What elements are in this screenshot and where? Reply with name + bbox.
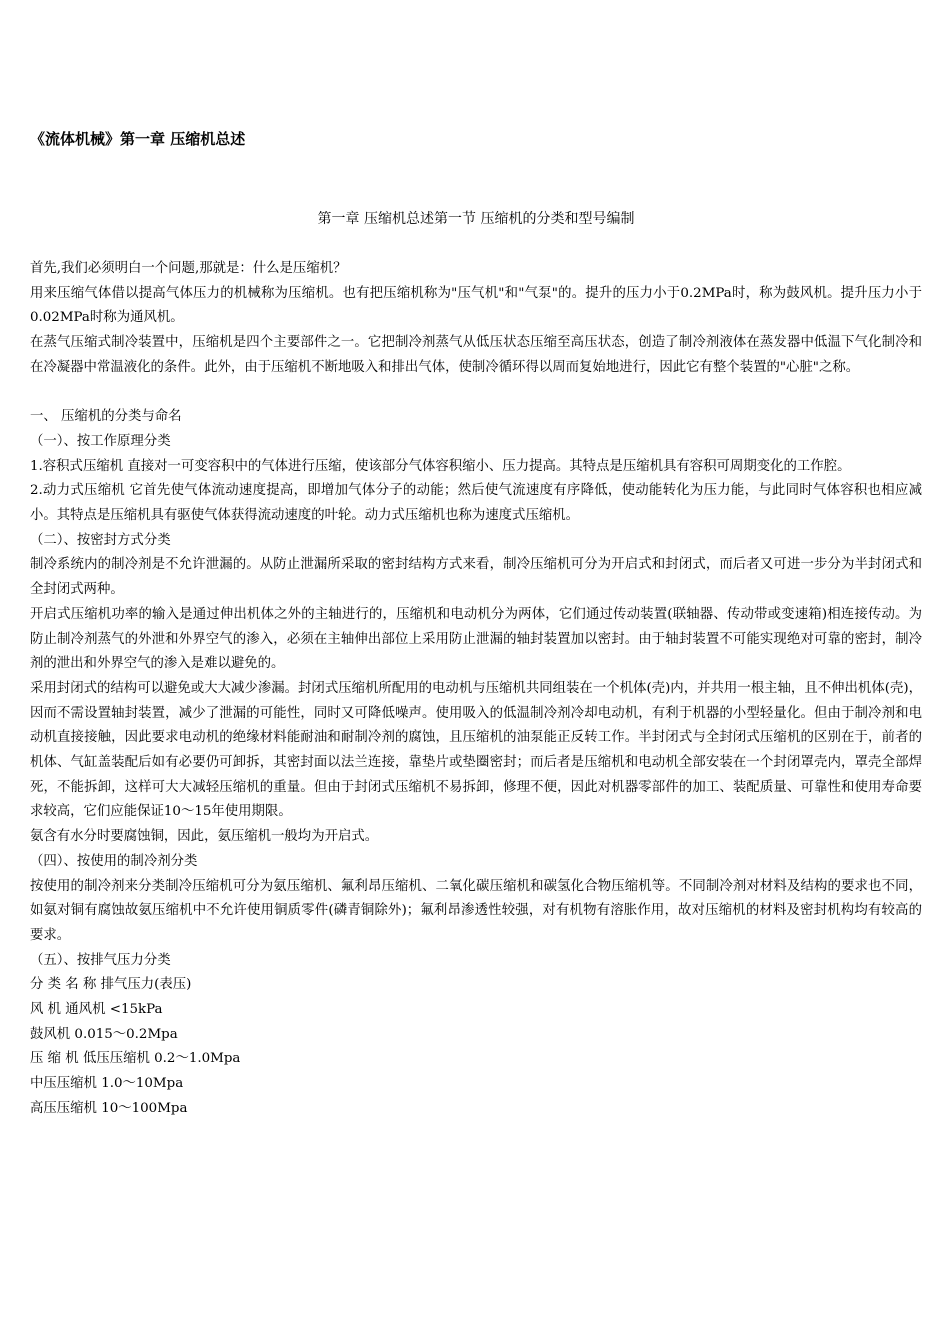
paragraph-refrigeration-role: 在蒸气压缩式制冷装置中，压缩机是四个主要部件之一。它把制冷剂蒸气从低压状态压缩至高压状态，创造了制冷剂液体在蒸发器中低温下气化制冷和在冷凝器中常温液化的条件。此外，由于压缩机不断地吸入和排出气体，使制冷循环得以周而复始地进行，因此它有整个装置的"心脏"之称。: [30, 335, 922, 375]
document-title: 《流体机械》第一章 压缩机总述: [30, 130, 246, 148]
blank-line: [30, 381, 922, 406]
pressure-row-low-pressure: 压 缩 机 低压压缩机 0.2～1.0Mpa: [30, 1051, 241, 1067]
paragraph-refrigerant-types: 按使用的制冷剂来分类制冷压缩机可分为氨压缩机、氟利昂压缩机、二氧化碳压缩机和碳氢化合物压缩机等。不同制冷剂对材料及结构的要求也不同，如氨对铜有腐蚀故氨压缩机中不允许使用铜质零件(磷青铜除外)；氟利昂渗透性较强，对有机物有溶胀作用，故对压缩机的材料及密封机构均有较高的要求。: [30, 878, 922, 943]
pressure-table-header: 分 类 名 称 排气压力(表压): [30, 977, 192, 993]
subheading-discharge-pressure: （五）、按排气压力分类: [30, 952, 171, 968]
paragraph-hermetic-type: 采用封闭式的结构可以避免或大大减少渗漏。封闭式压缩机所配用的电动机与压缩机共同组装在一个机体(壳)内，并共用一根主轴，且不伸出机体(壳)，因而不需设置轴封装置，减少了泄漏的可能性，同时又可降低噪声。使用吸入的低温制冷剂冷却电动机，有利于机器的小型轻量化。但由于制冷剂和电动机直接接触，因此要求电动机的绝缘材料能耐油和耐制冷剂的腐蚀，且压缩机的油泵能正反转工作。半封闭式与全封闭式压缩机的区别在于，前者的机体、气缸盖装配后如有必要仍可卸拆，其密封面以法兰连接，靠垫片或垫圈密封；而后者是压缩机和电动机全部安装在一个封闭罩壳内，罩壳全部焊死，不能拆卸，这样可大大减轻压缩机的重量。但由于封闭式压缩机不易拆卸，修理不便，因此对机器零部件的加工、装配质量、可靠性和使用寿命要求较高，它们应能保证10～15年使用期限。: [30, 680, 922, 820]
document-body: [30, 257, 922, 1122]
section-title: 第一章 压缩机总述第一节 压缩机的分类和型号编制: [317, 211, 635, 227]
paragraph-dynamic-compressor: 2.动力式压缩机 它首先使气体流动速度提高，即增加气体分子的动能；然后使气流速度有序降低，使动能转化为压力能，与此同时气体容积也相应减小。其特点是压缩机具有驱使气体获得流动速度的叶轮。动力式压缩机也称为速度式压缩机。: [30, 483, 922, 524]
paragraph-ammonia: 氨含有水分时要腐蚀铜，因此，氨压缩机一般均为开启式。: [30, 829, 379, 845]
heading-classification: 一、 压缩机的分类与命名: [30, 409, 182, 425]
pressure-row-medium-pressure: 中压压缩机 1.0～10Mpa: [30, 1076, 184, 1092]
subheading-sealing-method: （二）、按密封方式分类: [30, 532, 171, 548]
pressure-row-high-pressure: 高压压缩机 10～100Mpa: [30, 1100, 188, 1116]
paragraph-question: 首先,我们必须明白一个问题,那就是：什么是压缩机？: [30, 261, 347, 276]
subheading-working-principle: （一）、按工作原理分类: [30, 433, 171, 449]
paragraph-definition: 用来压缩气体借以提高气体压力的机械称为压缩机。也有把压缩机称为"压气机"和"气泵"的。提升的压力小于0.2MPa时，称为鼓风机。提升压力小于0.02MPa时称为通风机。: [30, 285, 922, 326]
paragraph-sealing-intro: 制冷系统内的制冷剂是不允许泄漏的。从防止泄漏所采取的密封结构方式来看，制冷压缩机可分为开启式和封闭式，而后者又可进一步分为半封闭式和全封闭式两种。: [30, 557, 922, 598]
subheading-refrigerant: （四）、按使用的制冷剂分类: [30, 853, 198, 869]
paragraph-positive-displacement: 1.容积式压缩机 直接对一可变容积中的气体进行压缩，使该部分气体容积缩小、压力提高。其特点是压缩机具有容积可周期变化的工作腔。: [30, 458, 851, 474]
pressure-row-blower: 鼓风机 0.015～0.2Mpa: [30, 1026, 178, 1042]
paragraph-open-type: 开启式压缩机功率的输入是通过伸出机体之外的主轴进行的，压缩机和电动机分为两体，它们通过传动装置(联轴器、传动带或变速箱)相连接传动。为防止制冷剂蒸气的外泄和外界空气的渗入，必须在主轴伸出部位上采用防止泄漏的轴封装置加以密封。由于轴封装置不可能实现绝对可靠的密封，制冷剂的泄出和外界空气的渗入是难以避免的。: [30, 606, 922, 672]
pressure-row-fan: 风 机 通风机 <15kPa: [30, 1002, 163, 1018]
